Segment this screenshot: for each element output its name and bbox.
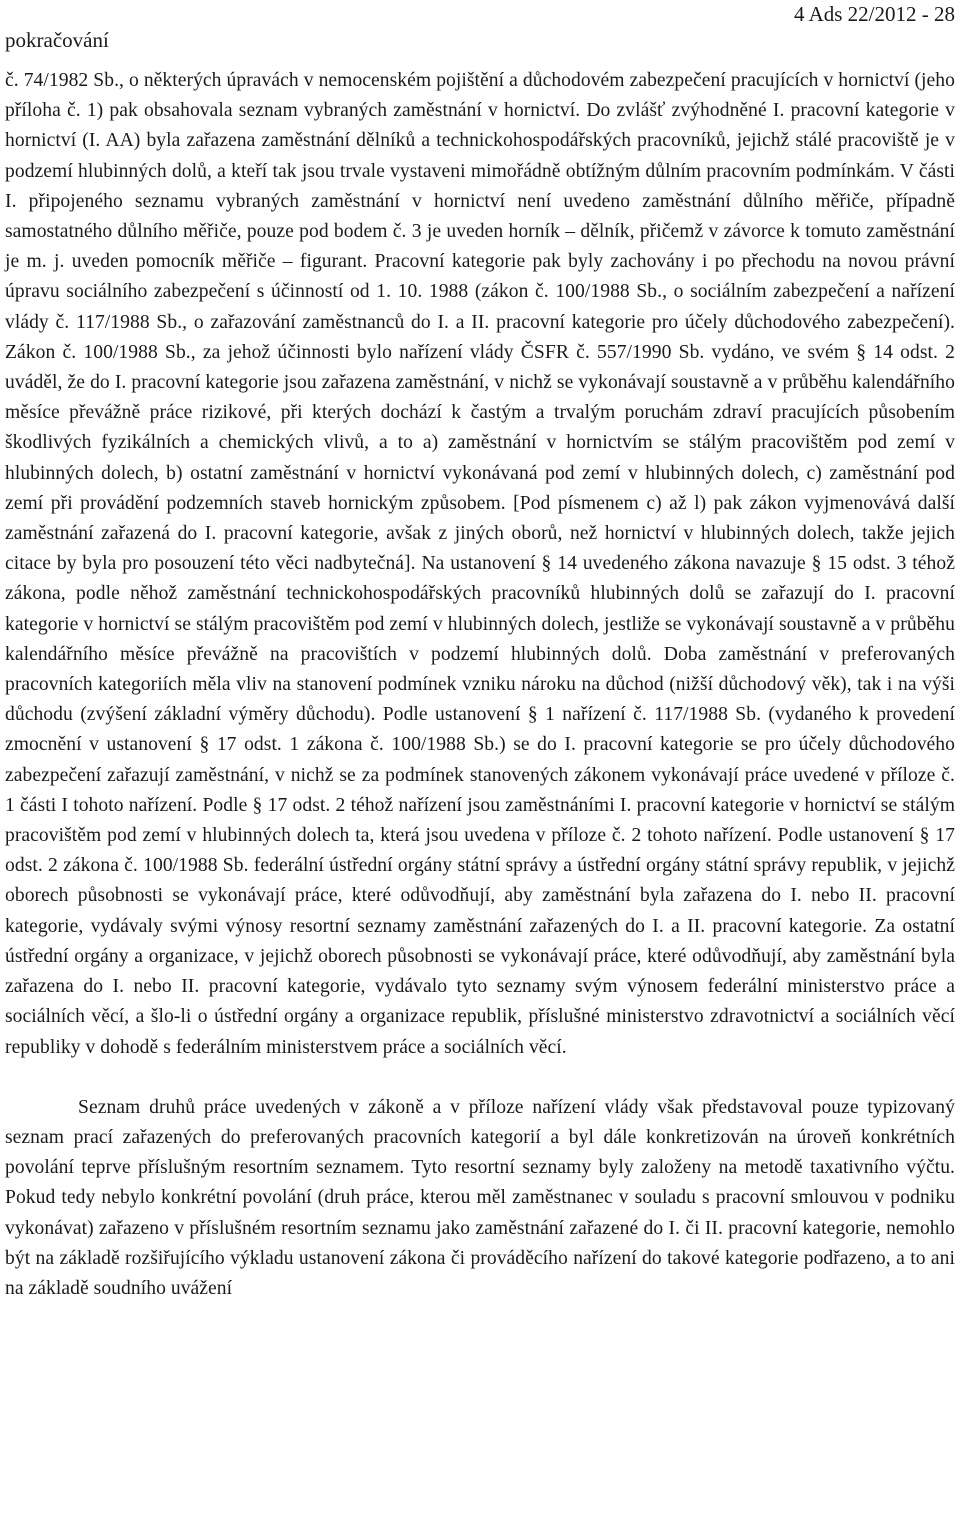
page-header: [5, 0, 955, 66]
paragraph-resort-lists: Seznam druhů práce uvedených v zákoně a v příloze nařízení vlády však představoval pouze typizovaný seznam prací zařazených do preferovaných pracovních kategorií a byl dále konkretizován na úroveň konkrétních povolání teprve příslušným resortním seznamem. Tyto resortní seznamy byly založeny na metodě taxativního výčtu. Pokud tedy nebylo konkrétní povolání (druh práce, kterou měl zaměstnanec v souladu s pracovní smlouvou v podniku vykonávat) zařazeno v příslušném resortním seznamu jako zaměstnání zařazené do I. či II. pracovní kategorie, nemohlo být na základě rozšiřujícího výkladu ustanovení zákona či prováděcího nařízení do takové kategorie podřazeno, a to ani na základě soudního uvážení: [5, 1096, 955, 1299]
case-number: 4 Ads 22/2012 - 28: [793, 2, 955, 26]
continuation-label: pokračování: [5, 28, 109, 52]
paragraph-legal-history: č. 74/1982 Sb., o některých úpravách v nemocenském pojištění a důchodovém zabezpečení pracujících v hornictví (jeho příloha č. 1) pak obsahovala seznam vybraných zaměstnání v hornictví. Do zvlášť zvýhodněné I. pracovní kategorie v hornictví (I. AA) byla zařazena zaměstnání dělníků a technickohospodářských pracovníků, jejichž stálé pracoviště je v podzemí hlubinných dolů, a kteří tak jsou trvale vystaveni mimořádně obtížným důlním pracovním podmínkám. V části I. připojeného seznamu vybraných zaměstnání v hornictví není uvedeno zaměstnání důlního měřiče, případně samostatného důlního měřiče, pouze pod bodem č. 3 je uveden horník – dělník, přičemž v závorce k tomuto zaměstnání je m. j. uveden pomocník měřiče – figurant. Pracovní kategorie pak byly zachovány i po přechodu na novou právní úpravu sociálního zabezpečení s účinností od 1. 10. 1988 (zákon č. 100/1988 Sb., o sociálním zabezpečení a nařízení vlády č. 117/1988 Sb., o zařazování zaměstnanců do I. a II. pracovní kategorie pro účely důchodového zabezpečení). Zákon č. 100/1988 Sb., za jehož účinnosti bylo nařízení vlády ČSFR č. 557/1990 Sb. vydáno, ve svém § 14 odst. 2 uváděl, že do I. pracovní kategorie jsou zařazena zaměstnání, v nichž se vykonávají soustavně a v průběhu kalendářního měsíce převážně práce rizikové, při kterých dochází k častým a trvalým poruchám zdraví pracujících působením škodlivých fyzikálních a chemických vlivů, a to a) zaměstnání v hornictvím se stálým pracovištěm pod zemí v hlubinných dolech, b) ostatní zaměstnání v hornictví vykonávaná pod zemí v hlubinných dolech, c) zaměstnání pod zemí při provádění podzemních staveb hornickým způsobem. [Pod písmenem c) až l) pak zákon vyjmenovává další zaměstnání zařazená do I. pracovní kategorie, avšak z jiných oborů, než hornictví v hlubinných dolech, takže jejich citace by byla pro posouzení této věci nadbytečná]. Na ustanovení § 14 uvedeného zákona navazuje § 15 odst. 3 téhož zákona, podle něhož zaměstnání technickohospodářských pracovníků hlubinných dolů se zařazují do I. pracovní kategorie v hornictví se stálým pracovištěm pod zemí v hlubinných dolech, jestliže se vykonávají soustavně a v průběhu kalendářního měsíce převážně na pracovištích v podzemí hlubinných dolů. Doba zaměstnání v preferovaných pracovních kategoriích měla vliv na stanovení podmínek vzniku nároku na důchod (nižší důchodový věk), tak i na výši důchodu (zvýšení základní výměry důchodu). Podle ustanovení § 1 nařízení č. 117/1988 Sb. (vydaného k provedení zmocnění v ustanovení § 17 odst. 1 zákona č. 100/1988 Sb.) se do I. pracovní kategorie se pro účely důchodového zabezpečení zařazují zaměstnání, v nichž se za podmínek stanovených zákonem vykonávají práce uvedené v příloze č. 1 části I tohoto nařízení. Podle § 17 odst. 2 téhož nařízení jsou zaměstnáními I. pracovní kategorie v hornictví se stálým pracovištěm pod zemí v hlubinných dolech ta, která jsou uvedena v příloze č. 2 tohoto nařízení. Podle ustanovení § 17 odst. 2 zákona č. 100/1988 Sb. federální ústřední orgány státní správy a ústřední orgány státní správy republik, v jejichž oborech působnosti se vykonávají práce, které odůvodňují, aby zaměstnání byla zařazena do I. nebo II. pracovní kategorie, vydávaly svými výnosy resortní seznamy zaměstnání zařazených do I. a II. pracovní kategorie. Za ostatní ústřední orgány a organizace, v jejichž oborech působnosti se vykonávají práce, které odůvodňují, aby zaměstnání byla zařazena do I. nebo II. pracovní kategorie, vydávalo tyto seznamy svým výnosem federální ministerstvo práce a sociálních věcí, a šlo-li o ústřední orgány a organizace republik, příslušné ministerstvo zdravotnictví a sociálních věcí republiky v dohodě s federálním ministerstvem práce a sociálních věcí.: [5, 70, 955, 1058]
document-page: [5, 0, 955, 1304]
